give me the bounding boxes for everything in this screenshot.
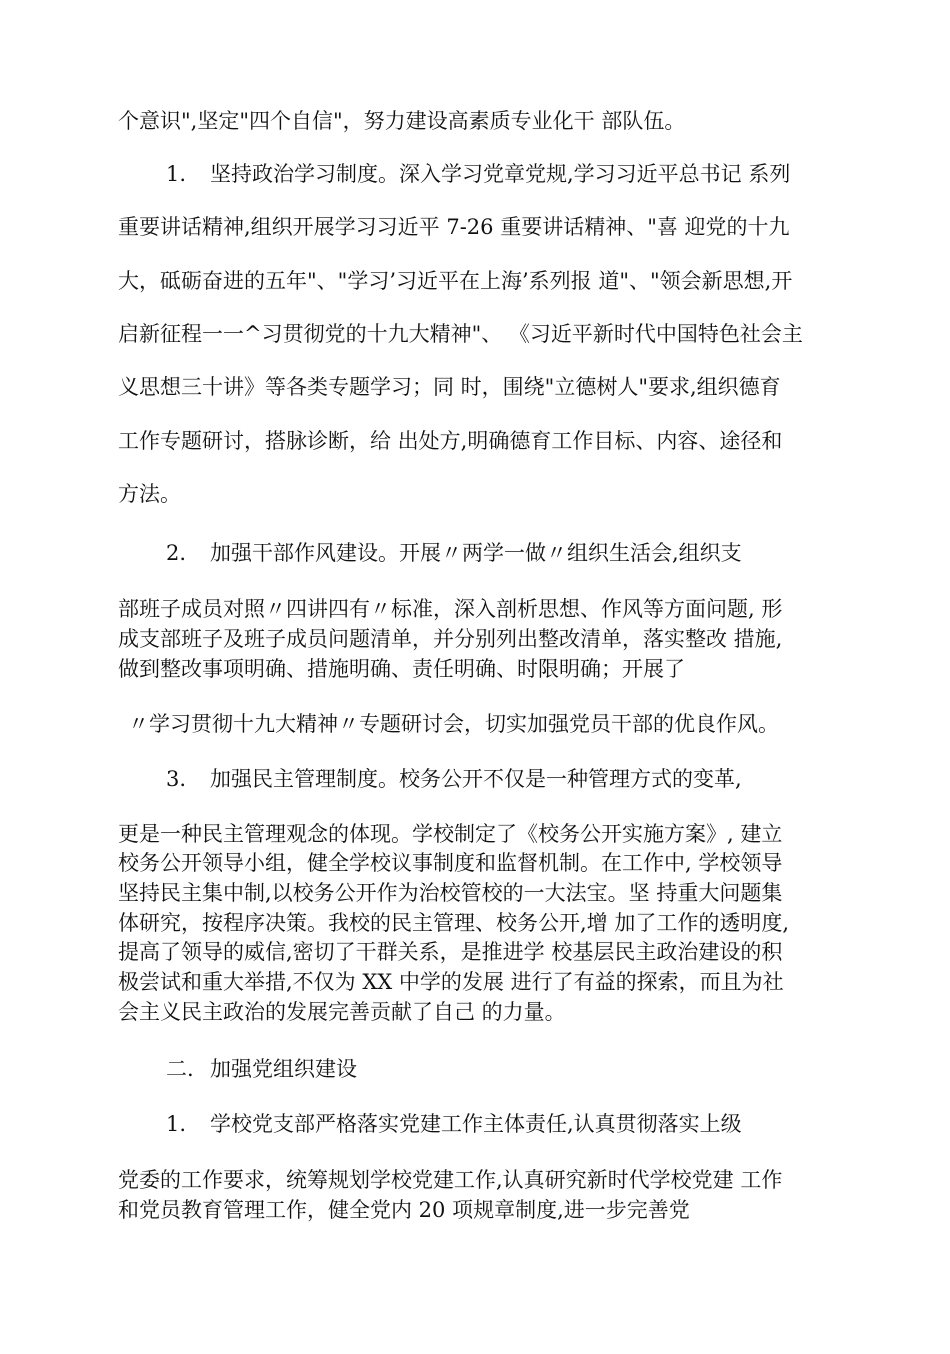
text-line: 大，砥砺奋进的五年"、"学习’习近平在上海’系列报 道"、"领会新思想,开 (118, 269, 793, 293)
text-line: 〃学习贯彻十九大精神〃专题研讨会，切实加强党员干部的优良作风。 (128, 712, 779, 736)
text-line: 做到整改事项明确、措施明确、责任明确、时限明确；开展了 (118, 657, 685, 681)
text-line: 校务公开领导小组，健全学校议事制度和监督机制。在工作中, 学校领导 (118, 851, 783, 875)
item-number: 1. (166, 1112, 187, 1136)
text-line: 坚持政治学习制度。深入学习党章党规,学习习近平总书记 系列 (210, 162, 791, 186)
text-line: 部班子成员对照〃四讲四有〃标准，深入剖析思想、作风等方面问题, 形 (118, 597, 783, 621)
text-line: 学校党支部严格落实党建工作主体责任,认真贯彻落实上级 (210, 1112, 742, 1136)
text-line: 更是一种民主管理观念的体现。学校制定了《校务公开实施方案》, 建立 (118, 822, 783, 846)
text-line: 党委的工作要求，统筹规划学校党建工作,认真研究新时代学校党建 工作 (118, 1168, 783, 1192)
item-number: 1. (166, 162, 187, 186)
text-line: 体研究，按程序决策。我校的民主管理、校务公开,增 加了工作的透明度, (118, 911, 790, 935)
item-number: 3. (166, 767, 187, 791)
text-line: 成支部班子及班子成员问题清单，并分别列出整改清单，落实整改 措施, (118, 627, 783, 651)
text-line: 方法。 (118, 482, 181, 506)
text-line: 会主义民主政治的发展完善贡献了自己 的力量。 (118, 1000, 566, 1024)
text-line: 和党员教育管理工作，健全党内 20 项规章制度,进一步完善党 (118, 1198, 690, 1222)
text-line: 义思想三十讲》等各类专题学习；同 时，围绕"立德树人"要求,组织德育 (118, 375, 781, 399)
text-line: 重要讲话精神,组织开展学习习近平 7-26 重要讲话精神、"喜 迎党的十九 (118, 215, 790, 239)
text-line: 工作专题研讨，搭脉诊断，给 出处方,明确德育工作目标、内容、途径和 (118, 429, 783, 453)
text-line: 启新征程一一^习贯彻党的十九大精神"、 《习近平新时代中国特色社会主 (118, 322, 803, 346)
section-title: 加强党组织建设 (210, 1057, 357, 1081)
item-number: 二. (166, 1057, 194, 1081)
text-line: 加强干部作风建设。开展〃两学一做〃组织生活会,组织支 (210, 541, 742, 565)
text-line: 个意识",坚定"四个自信"，努力建设高素质专业化干 部队伍。 (118, 109, 686, 133)
item-number: 2. (166, 541, 187, 565)
text-line: 极尝试和重大举措,不仅为 XX 中学的发展 进行了有益的探索，而且为社 (118, 970, 784, 994)
list-item-4 (166, 1113, 742, 1136)
list-item-1 (166, 163, 790, 186)
list-item-2 (166, 542, 742, 565)
section-heading (166, 1058, 357, 1081)
text-line: 坚持民主集中制,以校务公开作为治校管校的一大法宝。坚 持重大问题集 (118, 881, 783, 905)
text-line: 提高了领导的威信,密切了干群关系，是推进学 校基层民主政治建设的积 (118, 940, 783, 964)
text-line: 加强民主管理制度。校务公开不仅是一种管理方式的变革, (210, 767, 742, 791)
list-item-3 (166, 768, 742, 791)
